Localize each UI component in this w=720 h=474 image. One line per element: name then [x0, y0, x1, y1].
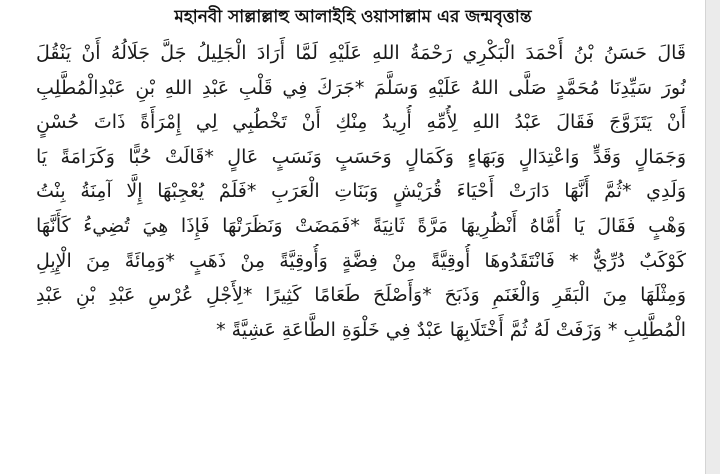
- text-line: وَجَمَالٍ وَقَدٍّ وَاعْتِدَالٍ وَبَهَاءٍ وَكَمَالٍ وَحَسَبٍ وَنَسَبٍ عَالٍ *قَالَتْ حُبًّا وَكَرَامَةً يَا: [36, 145, 686, 168]
- arabic-text-block: [36, 36, 686, 466]
- text-line: الْمُطَّلِبِ * وَزَفَتْ لَهُ ثُمَّ أَخْتَلَابِهَا عَبْدٌ فِي خَلْوَةِ الطَّاعَةِ عَشِيَّةً *: [216, 318, 686, 341]
- text-line: وَهْبٍ فَقَالَ يَا أُمَّاهُ أَنْظُرِيهَا مَرَّةً ثَانِيَةً *فَمَضَتْ وَنَظَرَتْهَا فَإِذَا هِيَ تُضِيءُ كَأَنَّهَا: [36, 214, 686, 237]
- text-line: كَوْكَبٌ دُرِّيٌّ * فَانْتَقَدُوهَا أُوقِيَّةً مِنْ فِضَّةٍ وَأُوقِيَّةً مِنْ ذَهَبٍ *وَمِائَةً مِنَ الْإِبِلِ: [36, 249, 686, 272]
- text-line: قَالَ حَسَنُ بْنُ أَحْمَدَ الْبَكْرِي رَحْمَةُ اللهِ عَلَيْهِ لَمَّا أَرَادَ الْجَلِيلُ جَلَّ جَلَالُهُ أَنْ يَنْقُلَ: [36, 42, 686, 64]
- page-edge-strip: [705, 0, 720, 474]
- text-line: وَلَدِي *ثُمَّ أَنَّهَا دَارَتْ أَحْيَاءَ قُرَيْشٍ وَبَنَاتِ الْعَرَبِ *فَلَمْ يُعْجِبْهَا إِلَّا آمِنَةُ بِنْتُ: [36, 180, 686, 203]
- text-line: وَمِثْلَهَا مِنَ الْبَقَرِ وَالْغَنَمِ وَذَبَحَ *وَأَصْلَحَ طَعَامًا كَثِيرًا *لِأَجْلِ عُرْسِ عَبْدِ بْنِ عَبْدِ: [36, 284, 686, 307]
- text-line: أَنْ يَتَزَوَّجَ فَقَالَ عَبْدُ اللهِ لِأُمِّهِ أُرِيدُ مِنْكِ أَنْ تَخْطُبِي لِي إِمْرَأَةً ذَاتَ حُسْنٍ: [36, 111, 686, 134]
- text-line: نُورَ سَيِّدِنَا مُحَمَّدٍ صَلَّى اللهُ عَلَيْهِ وَسَلَّمَ *جَرَكَ فِي قَلْبِ عَبْدِ اللهِ بْنِ عَبْدِالْمُطَّلِبِ: [36, 76, 686, 99]
- document-title: মহানবী সাল্লাল্লাহু আলাইহি ওয়াসাল্লাম এর জন্মবৃত্তান্ত: [174, 7, 532, 27]
